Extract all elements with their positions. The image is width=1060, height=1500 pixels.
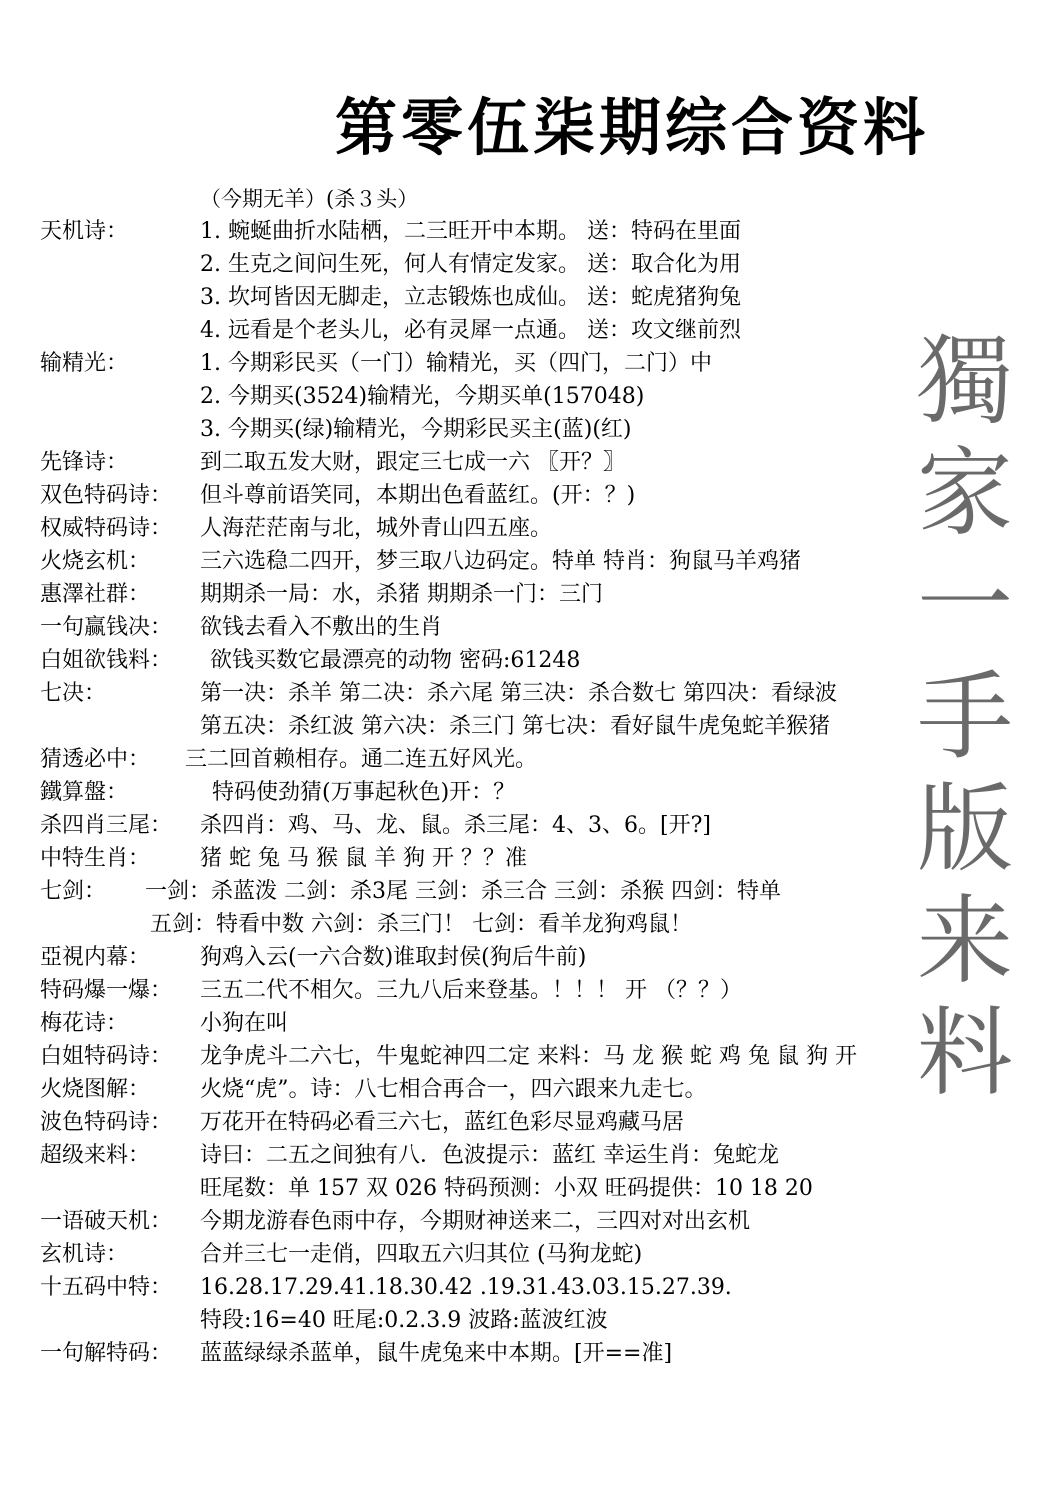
- section-line: 欲钱买数它最漂亮的动物 密码:61248: [210, 648, 581, 673]
- subtitle: （今期无羊）(杀３头）: [200, 187, 419, 211]
- section-line: 三二回首赖相存。通二连五好风光。: [185, 747, 538, 772]
- section-line: 火烧“虎”。诗：八七相合再合一，四六跟来九走七。: [200, 1077, 707, 1102]
- section-line: 万花开在特码必看三六七，蓝红色彩尽显鸡藏马居: [200, 1110, 685, 1135]
- section-line: 一剑：杀蓝泼 二剑：杀3尾 三剑：杀三合 三剑：杀猴 四剑：特单: [145, 879, 781, 904]
- section-line: 第五决：杀红波 第六决：杀三门 第七决：看好鼠牛虎兔蛇羊猴猪: [200, 714, 830, 739]
- section-label: 惠澤社群：: [40, 582, 151, 607]
- section-label: 七决：: [40, 681, 107, 706]
- section-line: 特码使劲猜(万事起秋色)开：？: [212, 780, 516, 805]
- section-line: 3. 坎坷皆因无脚走，立志锻炼也成仙。 送：蛇虎猪狗兔: [200, 285, 741, 310]
- watermark-char: 料: [917, 997, 1013, 1109]
- section-line: 1. 蜿蜒曲折水陆栖，二三旺开中本期。 送：特码在里面: [200, 219, 741, 244]
- section-line: 但斗尊前语笑同，本期出色看蓝红。(开：？): [200, 483, 636, 508]
- section-line: 杀四肖：鸡、马、龙、鼠。杀三尾：4、3、6。[开?]: [200, 813, 711, 838]
- section-label: 天机诗：: [40, 219, 129, 244]
- section-label: 白姐欲钱料：: [40, 648, 173, 673]
- section-label: 特码爆一爆：: [40, 978, 173, 1003]
- section-label: 梅花诗：: [40, 1011, 129, 1036]
- section-label: 杀四肖三尾：: [40, 813, 173, 838]
- section-label: 白姐特码诗：: [40, 1044, 173, 1069]
- section-label: 双色特码诗：: [40, 483, 173, 508]
- section-line: 龙争虎斗二六七，牛鬼蛇神四二定 来料：马 龙 猴 蛇 鸡 兔 鼠 狗 开: [200, 1044, 857, 1069]
- section-label: 鐵算盤：: [40, 780, 129, 805]
- section-line: 16.28.17.29.41.18.30.42 .19.31.43.03.15.27.39.: [200, 1275, 732, 1300]
- section-line: 期期杀一局：水，杀猪 期期杀一门：三门: [200, 582, 603, 607]
- section-label: 火烧图解：: [40, 1077, 151, 1102]
- section-line: 蓝蓝绿绿杀蓝单，鼠牛虎兔来中本期。[开==准]: [200, 1341, 673, 1366]
- section-line: 1. 今期彩民买（一门）输精光，买（四门，二门）中: [200, 351, 712, 376]
- section-line: 3. 今期买(绿)输精光，今期彩民买主(蓝)(红): [200, 417, 632, 442]
- section-label: 一句赢钱决：: [40, 615, 173, 640]
- watermark-char: 来: [917, 885, 1013, 997]
- section-line: 旺尾数：单 157 双 026 特码预测：小双 旺码提供：10 18 20: [200, 1176, 813, 1201]
- section-label: 中特生肖：: [40, 846, 151, 871]
- section-label: 玄机诗：: [40, 1242, 129, 1267]
- section-line: 欲钱去看入不敷出的生肖: [200, 615, 443, 640]
- section-line: 4. 远看是个老头儿，必有灵犀一点通。 送：攻文继前烈: [200, 318, 741, 343]
- section-line: 小狗在叫: [200, 1011, 289, 1036]
- section-label: 一语破天机：: [40, 1209, 173, 1234]
- watermark-char: 手: [917, 661, 1013, 773]
- section-label: 火烧玄机：: [40, 549, 151, 574]
- section-line: 今期龙游春色雨中存，今期财神送来二，三四对对出玄机: [200, 1209, 751, 1234]
- section-line: 2. 生克之间问生死，何人有情定发家。 送：取合化为用: [200, 252, 741, 277]
- watermark: [900, 325, 1030, 1109]
- section-label: 先锋诗：: [40, 450, 129, 475]
- section-label: 超级来料：: [40, 1143, 151, 1168]
- watermark-char: 獨: [917, 325, 1013, 437]
- watermark-char: 家: [917, 437, 1013, 549]
- section-label: 输精光：: [40, 351, 129, 376]
- section-label: 十五码中特：: [40, 1275, 173, 1300]
- section-line: 2. 今期买(3524)输精光，今期买单(157048): [200, 384, 645, 409]
- section-line: 到二取五发大财，跟定三七成一六 〖开？〗: [200, 450, 625, 475]
- watermark-char: 版: [917, 773, 1013, 885]
- section-label: 一句解特码：: [40, 1341, 173, 1366]
- section-label: 猜透必中：: [40, 747, 151, 772]
- section-line: 狗鸡入云(一六合数)谁取封侯(狗后牛前): [200, 945, 587, 970]
- page-title: 第零伍柒期综合资料: [335, 91, 930, 164]
- section-line: 特段:16=40 旺尾:0.2.3.9 波路:蓝波红波: [200, 1308, 608, 1333]
- section-label: 亞視内幕：: [40, 945, 151, 970]
- section-line: 人海茫茫南与北，城外青山四五座。: [200, 516, 553, 541]
- section-line: 五剑：特看中数 六剑：杀三门！ 七剑：看羊龙狗鸡鼠！: [150, 912, 692, 937]
- section-label: 七剑：: [40, 879, 107, 904]
- section-line: 合并三七一走俏，四取五六归其位 (马狗龙蛇): [200, 1242, 643, 1267]
- section-line: 诗曰：二五之间独有八．色波提示：蓝红 幸运生肖：兔蛇龙: [200, 1143, 779, 1168]
- section-line: 三六选稳二四开，梦三取八边码定。特单 特肖：狗鼠马羊鸡猪: [200, 549, 801, 574]
- section-line: 第一决：杀羊 第二决：杀六尾 第三决：杀合数七 第四决：看绿波: [200, 681, 837, 706]
- section-line: 猪 蛇 兔 马 猴 鼠 羊 狗 开 ？？准: [200, 846, 527, 871]
- section-label: 权威特码诗：: [40, 516, 173, 541]
- watermark-char: 一: [917, 549, 1013, 661]
- section-line: 三五二代不相欠。三九八后来登基。！！！ 开 （？？）: [200, 978, 742, 1003]
- section-label: 波色特码诗：: [40, 1110, 173, 1135]
